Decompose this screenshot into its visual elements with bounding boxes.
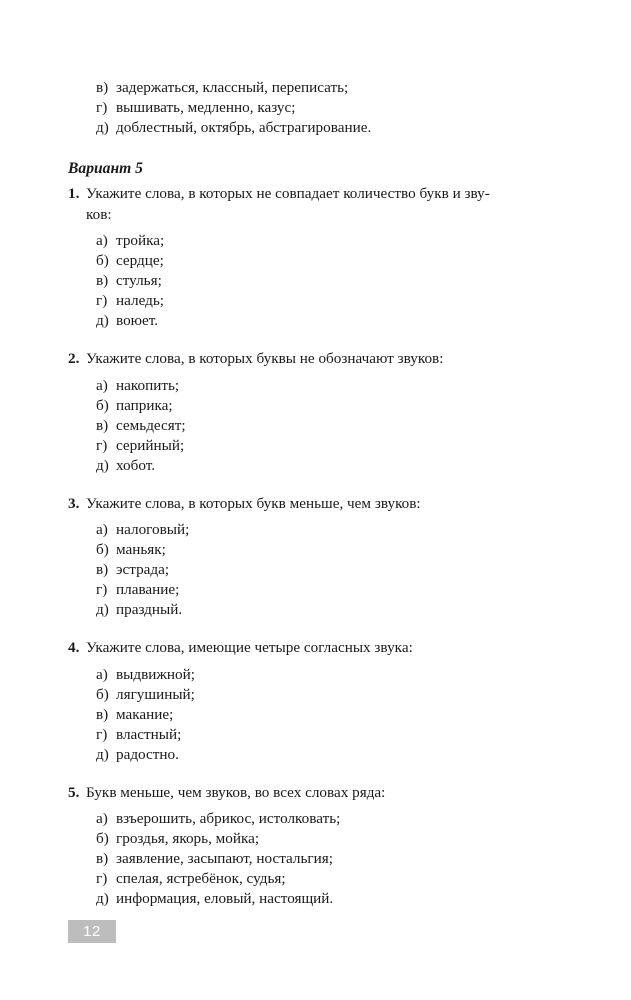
option-text: макание; (116, 705, 174, 723)
variant-heading: Вариант 5 (68, 160, 143, 177)
option-list (96, 665, 563, 765)
question-number: 5. (68, 783, 80, 801)
option-marker: б) (96, 685, 109, 703)
option-text: накопить; (116, 376, 180, 394)
list-item (96, 685, 563, 705)
list-item (96, 376, 563, 396)
option-text: тройка; (116, 232, 165, 249)
option-text: взъерошить, абрикос, истолковать; (116, 810, 341, 827)
list-item (96, 231, 563, 251)
option-marker: в) (96, 79, 109, 96)
option-text: доблестный, октябрь, абстрагирование. (116, 119, 372, 136)
question-block-5 (68, 783, 563, 910)
list-item (96, 849, 563, 869)
option-marker: а) (96, 810, 108, 827)
question-prompt-row (68, 349, 563, 370)
option-marker: г) (96, 725, 108, 743)
option-marker: г) (96, 581, 108, 598)
question-block-3 (68, 494, 563, 621)
list-item (96, 705, 563, 725)
list-item (96, 251, 563, 271)
option-list (96, 520, 563, 620)
option-marker: г) (96, 292, 108, 309)
option-marker: д) (96, 745, 109, 763)
option-text: хобот. (116, 456, 156, 474)
option-text: праздный. (116, 601, 183, 618)
list-item (96, 829, 563, 849)
list-item (96, 78, 563, 98)
list-item (96, 745, 563, 765)
lead-options-block (96, 78, 563, 138)
list-item (96, 456, 563, 476)
option-text: воюет. (116, 312, 159, 329)
option-marker: г) (96, 99, 108, 116)
question-number: 2. (68, 350, 80, 367)
list-item (96, 118, 563, 138)
option-text: маньяк; (116, 541, 166, 558)
option-text: сердце; (116, 252, 164, 269)
option-marker: д) (96, 456, 109, 474)
list-item (96, 809, 563, 829)
list-item (96, 436, 563, 456)
list-item (96, 889, 563, 909)
option-text: выдвижной; (116, 665, 195, 683)
list-item (96, 600, 563, 620)
option-marker: б) (96, 541, 109, 558)
option-text: радостно. (116, 745, 179, 763)
list-item (96, 869, 563, 889)
question-prompt-row (68, 184, 563, 205)
question-text: Укажите слова, в которых буквы не обозначают звуков: (86, 350, 444, 367)
option-list (96, 231, 563, 331)
option-marker: а) (96, 232, 108, 249)
list-item (96, 291, 563, 311)
question-number: 4. (68, 639, 80, 656)
option-marker: в) (96, 850, 109, 867)
option-text: властный; (116, 725, 182, 743)
option-text: вышивать, медленно, казус; (116, 99, 296, 116)
option-text: гроздья, якорь, мойка; (116, 830, 260, 847)
option-marker: б) (96, 396, 109, 414)
option-marker: д) (96, 890, 109, 907)
option-marker: в) (96, 272, 109, 289)
question-block-1 (68, 184, 563, 331)
option-marker: д) (96, 119, 109, 136)
question-prompt-row (68, 783, 563, 804)
option-text: паприка; (116, 396, 173, 414)
option-marker: в) (96, 561, 109, 578)
option-text: лягушиный; (116, 685, 195, 703)
option-list (96, 376, 563, 476)
option-marker: г) (96, 870, 108, 887)
question-text: Укажите слова, в которых не совпадает количество букв и зву- (86, 185, 490, 202)
option-text: спелая, ястребёнок, судья; (116, 870, 286, 887)
list-item (96, 725, 563, 745)
option-marker: б) (96, 252, 109, 269)
option-text: наледь; (116, 292, 164, 309)
option-text: эстрада; (116, 561, 170, 578)
option-text: серийный; (116, 436, 185, 454)
option-text: плавание; (116, 581, 180, 598)
question-prompt-continuation (85, 205, 563, 226)
list-item (96, 665, 563, 685)
list-item (96, 520, 563, 540)
option-list (96, 809, 563, 909)
page-number-badge (68, 920, 116, 943)
option-marker: а) (96, 521, 108, 538)
list-item (96, 271, 563, 291)
question-text: Укажите слова, в которых букв меньше, чем звуков: (86, 494, 421, 512)
question-number: 3. (68, 494, 80, 512)
page-content (68, 78, 563, 909)
option-text: семьдесят; (116, 416, 186, 434)
option-marker: д) (96, 601, 109, 618)
option-marker: а) (96, 376, 108, 394)
list-item (96, 311, 563, 331)
page-number-text: 12 (83, 923, 101, 940)
list-item (96, 560, 563, 580)
option-marker: б) (96, 830, 109, 847)
question-text: Укажите слова, имеющие четыре согласных звука: (86, 639, 413, 656)
option-text: информация, еловый, настоящий. (116, 890, 334, 907)
question-block-2 (68, 349, 563, 476)
option-text: налоговый; (116, 521, 190, 538)
option-text: стулья; (116, 272, 162, 289)
question-number: 1. (68, 185, 80, 202)
option-marker: а) (96, 665, 108, 683)
option-marker: г) (96, 436, 108, 454)
question-prompt-row (68, 638, 563, 659)
list-item (96, 396, 563, 416)
list-item (96, 416, 563, 436)
option-text: задержаться, классный, переписать; (116, 79, 349, 96)
question-block-4 (68, 638, 563, 765)
list-item (96, 98, 563, 118)
option-text: заявление, засыпают, ностальгия; (116, 850, 333, 867)
list-item (96, 540, 563, 560)
option-marker: в) (96, 416, 109, 434)
list-item (96, 580, 563, 600)
question-text-continuation: ков: (86, 205, 112, 223)
question-prompt-row (68, 494, 563, 515)
option-marker: д) (96, 312, 109, 329)
option-marker: в) (96, 705, 109, 723)
question-text: Букв меньше, чем звуков, во всех словах ряда: (86, 783, 386, 801)
